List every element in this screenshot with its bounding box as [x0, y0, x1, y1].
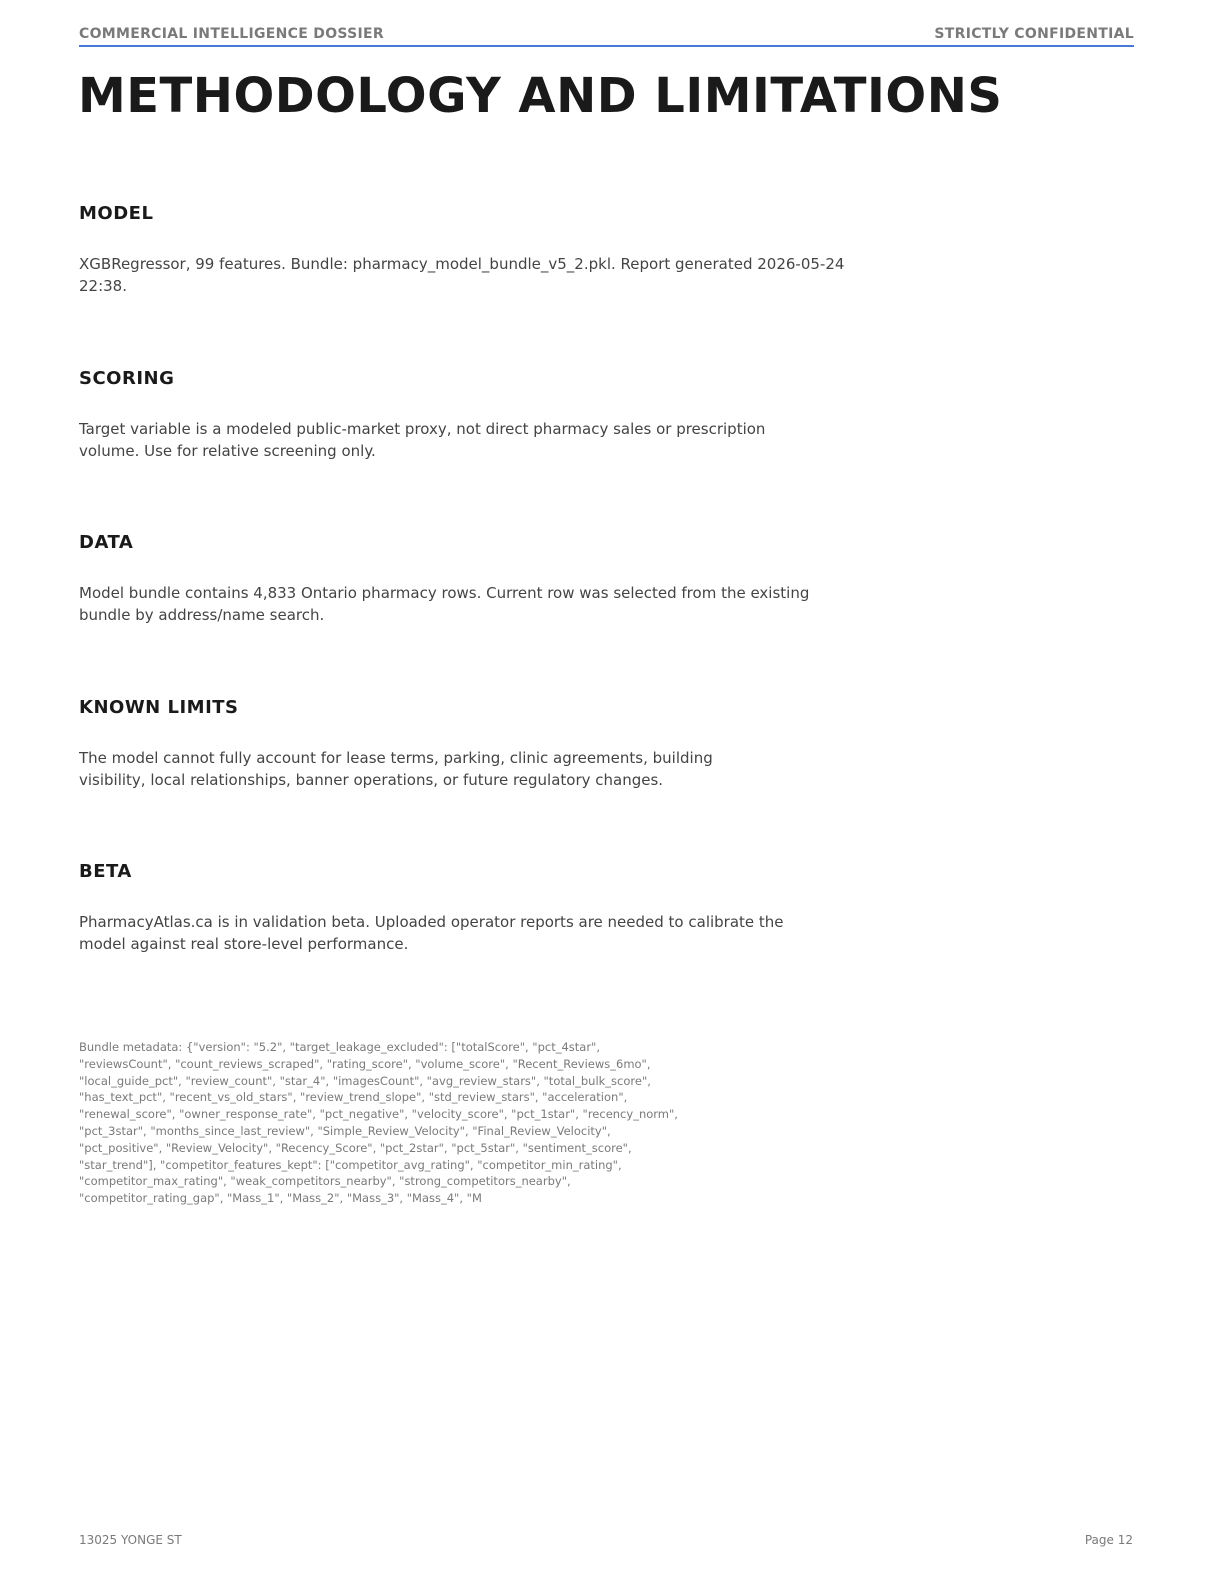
- section-known-limits: [79, 697, 879, 791]
- footer-page-number: Page 12: [1084, 1533, 1133, 1547]
- section-heading: DATA: [79, 532, 134, 553]
- header-doc-label: COMMERCIAL INTELLIGENCE DOSSIER: [79, 26, 384, 42]
- section-body: PharmacyAtlas.ca is in validation beta. Uploaded operator reports are needed to calibrate the model against real store-level performance.: [79, 913, 784, 953]
- page-title: METHODOLOGY AND LIMITATIONS: [78, 68, 1003, 124]
- section-heading: BETA: [79, 861, 132, 882]
- section-data: [79, 532, 879, 626]
- section-body: Model bundle contains 4,833 Ontario pharmacy rows. Current row was selected from the existing bundle by address/name search.: [79, 584, 810, 624]
- bundle-metadata: Bundle metadata: {"version": "5.2", "target_leakage_excluded": ["totalScore", "pct_4star", "reviewsCount", "count_reviews_scraped", "rating_score", "volume_score", "Recent_Reviews_6mo", "local_guide_pct", "review_count", "star_4", "imagesCount", "avg_review_stars", "total_bulk_score", "has_text_pct", "recent_vs_old_stars", "review_trend_slope", "std_review_stars", "acceleration", "renewal_score", "owner_response_rate", "pct_negative", "velocity_score", "pct_1star", "recency_norm", "pct_3star", "months_since_last_review", "Simple_Review_Velocity", "Final_Review_Velocity", "pct_positive", "Review_Velocity", "Recency_Score", "pct_2star", "pct_5star", "sentiment_score", "star_trend"], "competitor_features_kept": ["competitor_avg_rating", "competitor_min_rating", "competitor_max_rating", "weak_competitors_nearby", "strong_competitors_nearby", "competitor_rating_gap", "Mass_1", "Mass_2", "Mass_3", "Mass_4", "M: [79, 1040, 678, 1206]
- section-scoring: [79, 368, 879, 462]
- section-body: XGBRegressor, 99 features. Bundle: pharmacy_model_bundle_v5_2.pkl. Report generated 2026-05-24 22:38.: [79, 255, 845, 295]
- header-confidential-label: STRICTLY CONFIDENTIAL: [934, 26, 1134, 42]
- section-heading: SCORING: [79, 368, 175, 389]
- section-heading: KNOWN LIMITS: [79, 697, 239, 718]
- footer-address: 13025 YONGE ST: [79, 1533, 182, 1547]
- page-header: [79, 26, 1134, 47]
- section-body: Target variable is a modeled public-market proxy, not direct pharmacy sales or prescription volume. Use for relative screening only.: [79, 420, 766, 460]
- section-heading: MODEL: [79, 203, 154, 224]
- section-beta: [79, 861, 879, 955]
- section-body: The model cannot fully account for lease terms, parking, clinic agreements, building visibility, local relationships, banner operations, or future regulatory changes.: [79, 749, 713, 789]
- section-model: [79, 203, 879, 297]
